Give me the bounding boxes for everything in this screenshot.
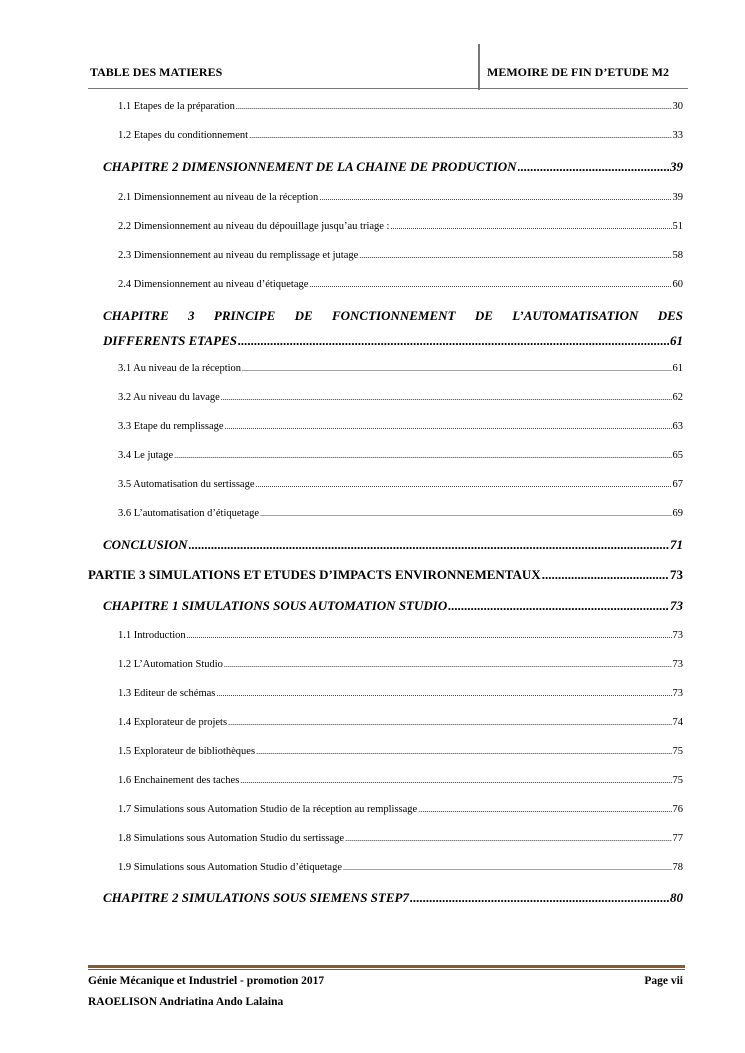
toc-entry[interactable]: 2.1 Dimensionnement au niveau de la réception ..... 39 (118, 192, 683, 203)
toc-page-number: 73 (672, 630, 683, 641)
toc-entry[interactable]: 2.4 Dimensionnement au niveau d’étiquetage ..... 60 (118, 279, 683, 290)
toc-page-number: 75 (672, 775, 683, 786)
header-title-left: TABLE DES MATIERES (90, 65, 223, 79)
toc-page-number: 63 (672, 421, 683, 432)
toc-entry[interactable]: 1.9 Simulations sous Automation Studio d’étiquetage ..... 78 (118, 862, 683, 873)
toc-entry[interactable]: 1.2 L’Automation Studio ..... 73 (118, 659, 683, 670)
toc-page-number: 51 (672, 221, 683, 232)
header-divider (478, 44, 480, 90)
footer-department: Génie Mécanique et Industriel - promotion 2017 (88, 975, 325, 987)
toc-page-number: 76 (672, 804, 683, 815)
page-header (0, 0, 745, 90)
toc-entry[interactable]: 3.5 Automatisation du sertissage ..... 67 (118, 479, 683, 490)
toc-page-number: 69 (672, 508, 683, 519)
toc-chapter[interactable]: CONCLUSION ..... 71 (103, 537, 683, 553)
toc-chapter[interactable]: DIFFERENTS ETAPES ..... 61 (103, 333, 683, 349)
toc-chapter[interactable]: CHAPITRE 2 DIMENSIONNEMENT DE LA CHAINE DE PRODUCTION ..... 39 (103, 159, 683, 175)
toc-page-number: 39 (670, 159, 683, 174)
toc-page-number: 73 (672, 688, 683, 699)
toc-page-number: 71 (670, 537, 683, 552)
toc-entry[interactable]: 3.6 L’automatisation d’étiquetage ..... 69 (118, 508, 683, 519)
toc-page-number: 30 (672, 101, 683, 112)
toc-entry[interactable]: 2.3 Dimensionnement au niveau du remplissage et jutage ..... 58 (118, 250, 683, 261)
toc-page-number: 74 (672, 717, 683, 728)
header-title-right: MEMOIRE DE FIN D’ETUDE M2 (487, 65, 669, 79)
toc-page-number: 58 (672, 250, 683, 261)
toc-page-number: 73 (670, 598, 683, 613)
toc-entry[interactable]: 3.3 Etape du remplissage ..... 63 (118, 421, 683, 432)
toc-page-number: 73 (672, 659, 683, 670)
toc-entry[interactable]: 3.1 Au niveau de la réception ..... 61 (118, 363, 683, 374)
toc-page-number: 33 (672, 130, 683, 141)
toc-entry[interactable]: 1.2 Etapes du conditionnement ..... 33 (118, 130, 683, 141)
toc-page-number: 80 (670, 890, 683, 905)
toc-entry[interactable]: 1.3 Editeur de schémas ..... 73 (118, 688, 683, 699)
toc-entry[interactable]: 1.4 Explorateur de projets ..... 74 (118, 717, 683, 728)
footer-author: RAOELISON Andriatina Ando Lalaina (88, 996, 284, 1008)
toc-page-number: 67 (672, 479, 683, 490)
toc-page-number: 39 (672, 192, 683, 203)
footer-rule-thick (88, 965, 685, 968)
footer-rule-thin (88, 969, 685, 970)
toc-entry[interactable]: 1.6 Enchainement des taches ..... 75 (118, 775, 683, 786)
toc-page-number: 77 (672, 833, 683, 844)
header-rule (88, 88, 688, 89)
toc-entry[interactable]: 1.5 Explorateur de bibliothèques ..... 75 (118, 746, 683, 757)
toc-entry[interactable]: 2.2 Dimensionnement au niveau du dépouillage jusqu’au triage : ..... 51 (118, 221, 683, 232)
toc-entry[interactable]: 1.7 Simulations sous Automation Studio de la réception au remplissage ..... 76 (118, 804, 683, 815)
toc-page-number: 78 (672, 862, 683, 873)
toc-entry[interactable]: 3.4 Le jutage ..... 65 (118, 450, 683, 461)
toc-page-number: 65 (672, 450, 683, 461)
toc-entry[interactable]: 1.8 Simulations sous Automation Studio du sertissage ..... 77 (118, 833, 683, 844)
toc-entry[interactable]: 1.1 Etapes de la préparation ..... 30 (118, 101, 683, 112)
toc-page-number: 61 (670, 333, 683, 348)
footer-page-number: Page vii (644, 975, 683, 987)
toc-chapter[interactable]: CHAPITRE 2 SIMULATIONS SOUS SIEMENS STEP7 ..... 80 (103, 890, 683, 906)
toc-page-number: 61 (672, 363, 683, 374)
toc-page-number: 60 (672, 279, 683, 290)
toc-part[interactable]: PARTIE 3 SIMULATIONS ET ETUDES D’IMPACTS ENVIRONNEMENTAUX ..... 73 (88, 567, 683, 583)
toc-entry[interactable]: 3.2 Au niveau du lavage ..... 62 (118, 392, 683, 403)
toc-page-number: 73 (670, 567, 683, 582)
toc-chapter[interactable]: CHAPITRE 1 SIMULATIONS SOUS AUTOMATION STUDIO ..... 73 (103, 598, 683, 614)
toc-page-number: 75 (672, 746, 683, 757)
toc-page-number: 62 (672, 392, 683, 403)
toc-entry[interactable]: 1.1 Introduction ..... 73 (118, 630, 683, 641)
toc-chapter-3-title[interactable]: CHAPITRE 3 PRINCIPE DE FONCTIONNEMENT DE L’AUTOMATISATION DES (103, 308, 683, 323)
